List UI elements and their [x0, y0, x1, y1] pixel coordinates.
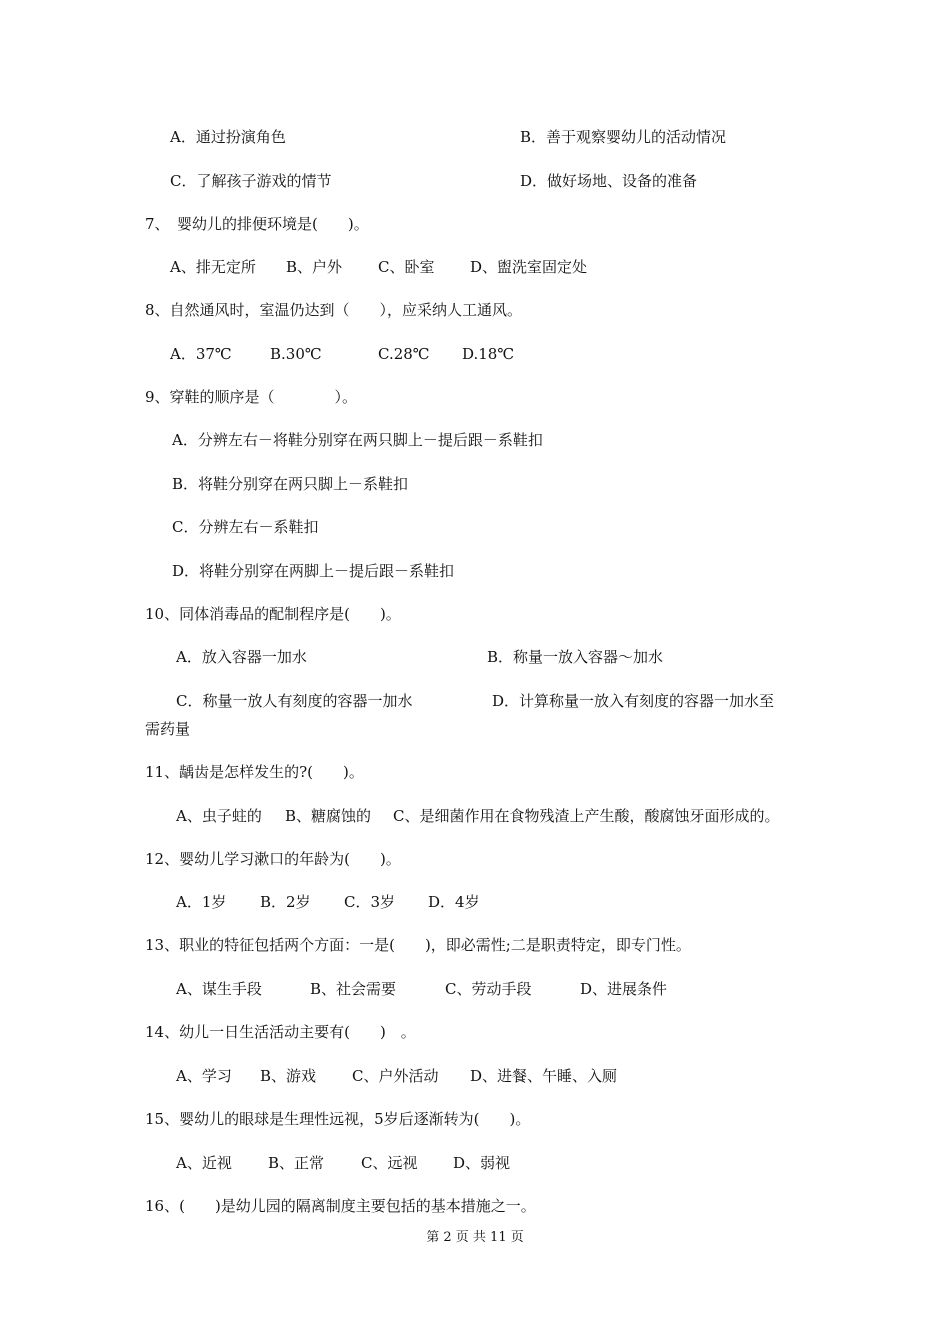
q11-question: 11、龋齿是怎样发生的?( )。 — [145, 763, 364, 781]
q12-option-d: D．4岁 — [428, 893, 480, 911]
q14-question: 14、幼儿一日生活活动主要有( ) 。 — [145, 1023, 416, 1041]
q13-option-a: A、谋生手段 — [176, 980, 262, 998]
q7-option-b: B、户外 — [286, 258, 343, 276]
q9-option-c: C．分辨左右－系鞋扣 — [172, 518, 319, 536]
q9-question: 9、穿鞋的顺序是（ ）。 — [145, 388, 358, 406]
q11-option-c: C、是细菌作用在食物残渣上产生酸，酸腐蚀牙面形成的。 — [393, 807, 780, 825]
q15-question: 15、婴幼儿的眼球是生理性远视，5岁后逐渐转为( )。 — [145, 1110, 531, 1128]
q12-option-a: A．1岁 — [176, 893, 227, 911]
q10-question: 10、同体消毒品的配制程序是( )。 — [145, 605, 401, 623]
q14-option-c: C、户外活动 — [352, 1067, 439, 1085]
q8-option-a: A．37℃ — [170, 345, 232, 363]
q12-question: 12、婴幼儿学习漱口的年龄为( )。 — [145, 850, 401, 868]
q9-option-d: D．将鞋分别穿在两脚上－提后跟－系鞋扣 — [172, 562, 455, 580]
q12-option-c: C．3岁 — [344, 893, 396, 911]
q7-option-c: C、卧室 — [378, 258, 435, 276]
q10-option-d: D．计算称量一放入有刻度的容器一加水至 — [492, 692, 775, 710]
q7-question: 7、 婴幼儿的排便环境是( )。 — [145, 215, 369, 233]
q8-option-c: C.28℃ — [378, 345, 430, 363]
q6-option-a: A．通过扮演角色 — [170, 128, 286, 146]
q15-option-b: B、正常 — [268, 1154, 325, 1172]
q10-option-c: C．称量一放人有刻度的容器一加水 — [176, 692, 413, 710]
q13-question: 13、职业的特征包括两个方面：一是( )，即必需性;二是职责特定，即专门性。 — [145, 936, 691, 954]
q6-option-c: C．了解孩子游戏的情节 — [170, 172, 332, 190]
q10-option-a: A．放入容器一加水 — [176, 648, 307, 666]
q7-option-d: D、盥洗室固定处 — [470, 258, 588, 276]
q8-option-b: B.30℃ — [270, 345, 322, 363]
q11-option-b: B、糖腐蚀的 — [285, 807, 372, 825]
q14-option-b: B、游戏 — [260, 1067, 317, 1085]
q7-option-a: A、排无定所 — [170, 258, 256, 276]
q13-option-c: C、劳动手段 — [445, 980, 532, 998]
q14-option-a: A、学习 — [176, 1067, 232, 1085]
q15-option-d: D、弱视 — [453, 1154, 511, 1172]
q16-question: 16、( )是幼儿园的隔离制度主要包括的基本措施之一。 — [145, 1197, 536, 1215]
q6-option-d: D．做好场地、设备的准备 — [520, 172, 698, 190]
q14-option-d: D、进餐、午睡、入厕 — [470, 1067, 618, 1085]
q8-option-d: D.18℃ — [462, 345, 515, 363]
q13-option-b: B、社会需要 — [310, 980, 397, 998]
q15-option-a: A、近视 — [176, 1154, 232, 1172]
q11-option-a: A、虫子蛀的 — [176, 807, 262, 825]
q15-option-c: C、远视 — [361, 1154, 418, 1172]
q10-option-d-continued: 需药量 — [145, 720, 191, 738]
q10-option-b: B．称量一放入容器～加水 — [487, 648, 664, 666]
page-number-footer: 第 2 页 共 11 页 — [426, 1230, 524, 1245]
q9-option-a: A．分辨左右－将鞋分别穿在两只脚上－提后跟－系鞋扣 — [172, 431, 543, 449]
q9-option-b: B．将鞋分别穿在两只脚上－系鞋扣 — [172, 475, 409, 493]
q13-option-d: D、进展条件 — [580, 980, 668, 998]
q6-option-b: B．善于观察婴幼儿的活动情况 — [520, 128, 727, 146]
q8-question: 8、自然通风时，室温仍达到（ ），应采纳人工通风。 — [145, 301, 523, 319]
q12-option-b: B．2岁 — [260, 893, 311, 911]
